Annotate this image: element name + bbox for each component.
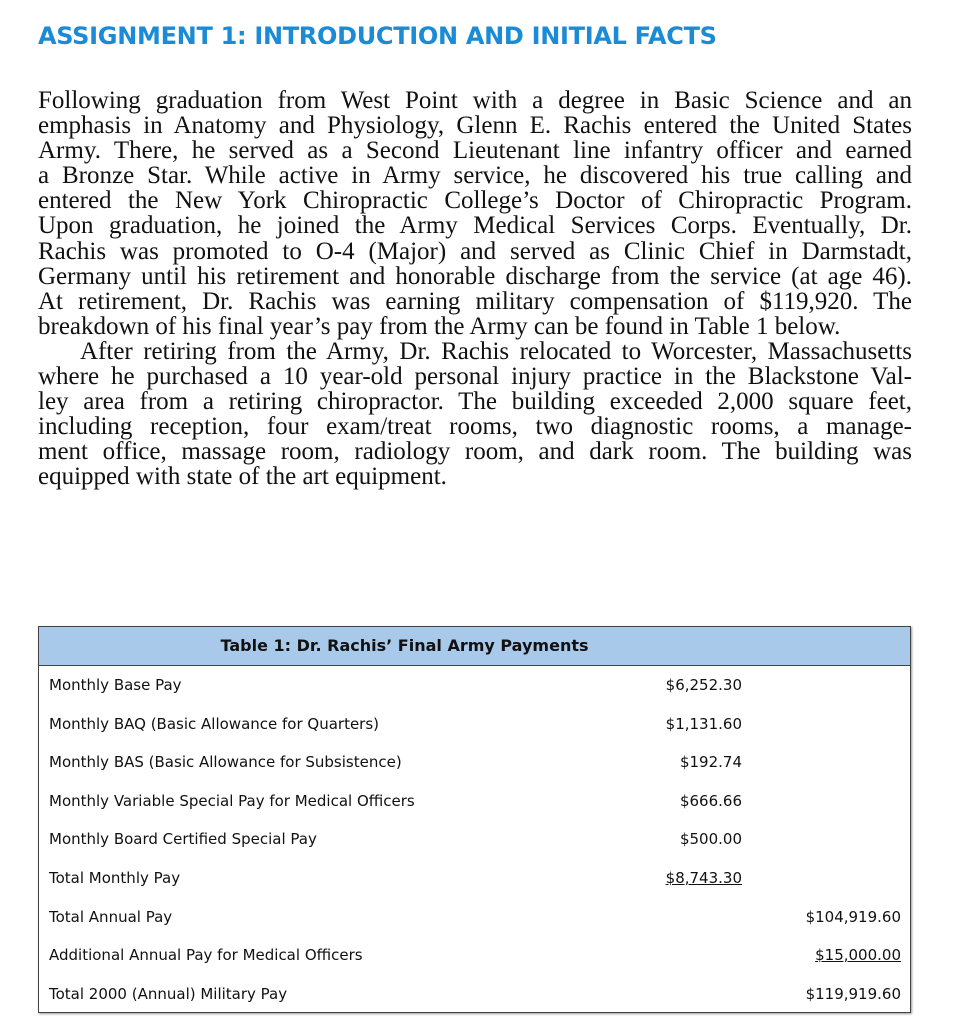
paragraph-line: Rachis was promoted to O-4 (Major) and served as Clinic Chief in Darmstadt, bbox=[38, 237, 912, 265]
table-row bbox=[39, 936, 910, 975]
row-label: Total Monthly Pay bbox=[49, 868, 181, 887]
paragraph-line: Army. There, he served as a Second Lieutenant line infantry officer and earned bbox=[38, 137, 912, 165]
paragraph-line: a Bronze Star. While active in Army service, he discovered his true calling and bbox=[38, 162, 912, 190]
annual-value: $104,919.60 bbox=[805, 907, 901, 926]
monthly-value: $6,252.30 bbox=[665, 676, 742, 694]
table-row bbox=[39, 898, 910, 937]
paragraph-line: At retirement, Dr. Rachis was earning military compensation of $119,920. The bbox=[38, 287, 912, 315]
row-label: Monthly Board Certified Special Pay bbox=[49, 830, 317, 849]
paragraph-line: Germany until his retirement and honorable discharge from the service (at age 46). bbox=[38, 262, 912, 290]
paragraph-line: emphasis in Anatomy and Physiology, Glenn E. Rachis entered the United States bbox=[38, 112, 912, 140]
row-label: Monthly BAQ (Basic Allowance for Quarters) bbox=[49, 714, 380, 733]
annual-value: $15,000.00 bbox=[815, 946, 901, 965]
payments-table bbox=[38, 626, 911, 1013]
paragraph-line: equipped with state of the art equipment. bbox=[38, 463, 447, 491]
monthly-value: $8,743.30 bbox=[665, 868, 742, 887]
table-row bbox=[39, 705, 910, 744]
monthly-value: $1,131.60 bbox=[665, 714, 742, 733]
paragraph-line: breakdown of his final year’s pay from the Army can be found in Table 1 below. bbox=[38, 312, 841, 340]
paragraph-line: ment office, massage room, radiology room, and dark room. The building was bbox=[38, 438, 912, 466]
paragraph-line: where he purchased a 10 year-old personal injury practice in the Blackstone Val- bbox=[38, 363, 912, 391]
section-title: ASSIGNMENT 1: INTRODUCTION AND INITIAL FACTS bbox=[38, 22, 717, 50]
monthly-value: $192.74 bbox=[679, 753, 742, 772]
table-row bbox=[39, 975, 910, 1014]
row-label: Monthly BAS (Basic Allowance for Subsistence) bbox=[49, 753, 402, 772]
table-row bbox=[39, 743, 910, 782]
table-row bbox=[39, 666, 910, 705]
paragraph-line: After retiring from the Army, Dr. Rachis relocated to Worcester, Massachusetts bbox=[80, 337, 912, 365]
annual-value: $119,919.60 bbox=[805, 984, 901, 1003]
table-row bbox=[39, 782, 910, 821]
paragraph-line: ley area from a retiring chiropractor. The building exceeded 2,000 square feet, bbox=[38, 388, 912, 416]
body-text bbox=[38, 88, 912, 490]
row-label: Monthly Base Pay bbox=[49, 676, 182, 694]
row-label: Total 2000 (Annual) Military Pay bbox=[49, 984, 288, 1003]
monthly-value: $500.00 bbox=[679, 830, 742, 849]
paragraph-line: including reception, four exam/treat rooms, two diagnostic rooms, a manage- bbox=[38, 413, 912, 441]
row-label: Additional Annual Pay for Medical Officers bbox=[49, 946, 363, 965]
row-label: Monthly Variable Special Pay for Medical Officers bbox=[49, 791, 415, 810]
monthly-value: $666.66 bbox=[679, 791, 742, 810]
paragraph-line: Following graduation from West Point with a degree in Basic Science and an bbox=[38, 87, 912, 114]
table-row bbox=[39, 859, 910, 898]
table-row bbox=[39, 820, 910, 859]
paragraph-line: entered the New York Chiropractic College’s Doctor of Chiropractic Program. bbox=[38, 187, 912, 215]
row-label: Total Annual Pay bbox=[49, 907, 173, 926]
paragraph-line: Upon graduation, he joined the Army Medical Services Corps. Eventually, Dr. bbox=[38, 212, 912, 240]
table-caption: Table 1: Dr. Rachis’ Final Army Payments bbox=[39, 627, 910, 666]
